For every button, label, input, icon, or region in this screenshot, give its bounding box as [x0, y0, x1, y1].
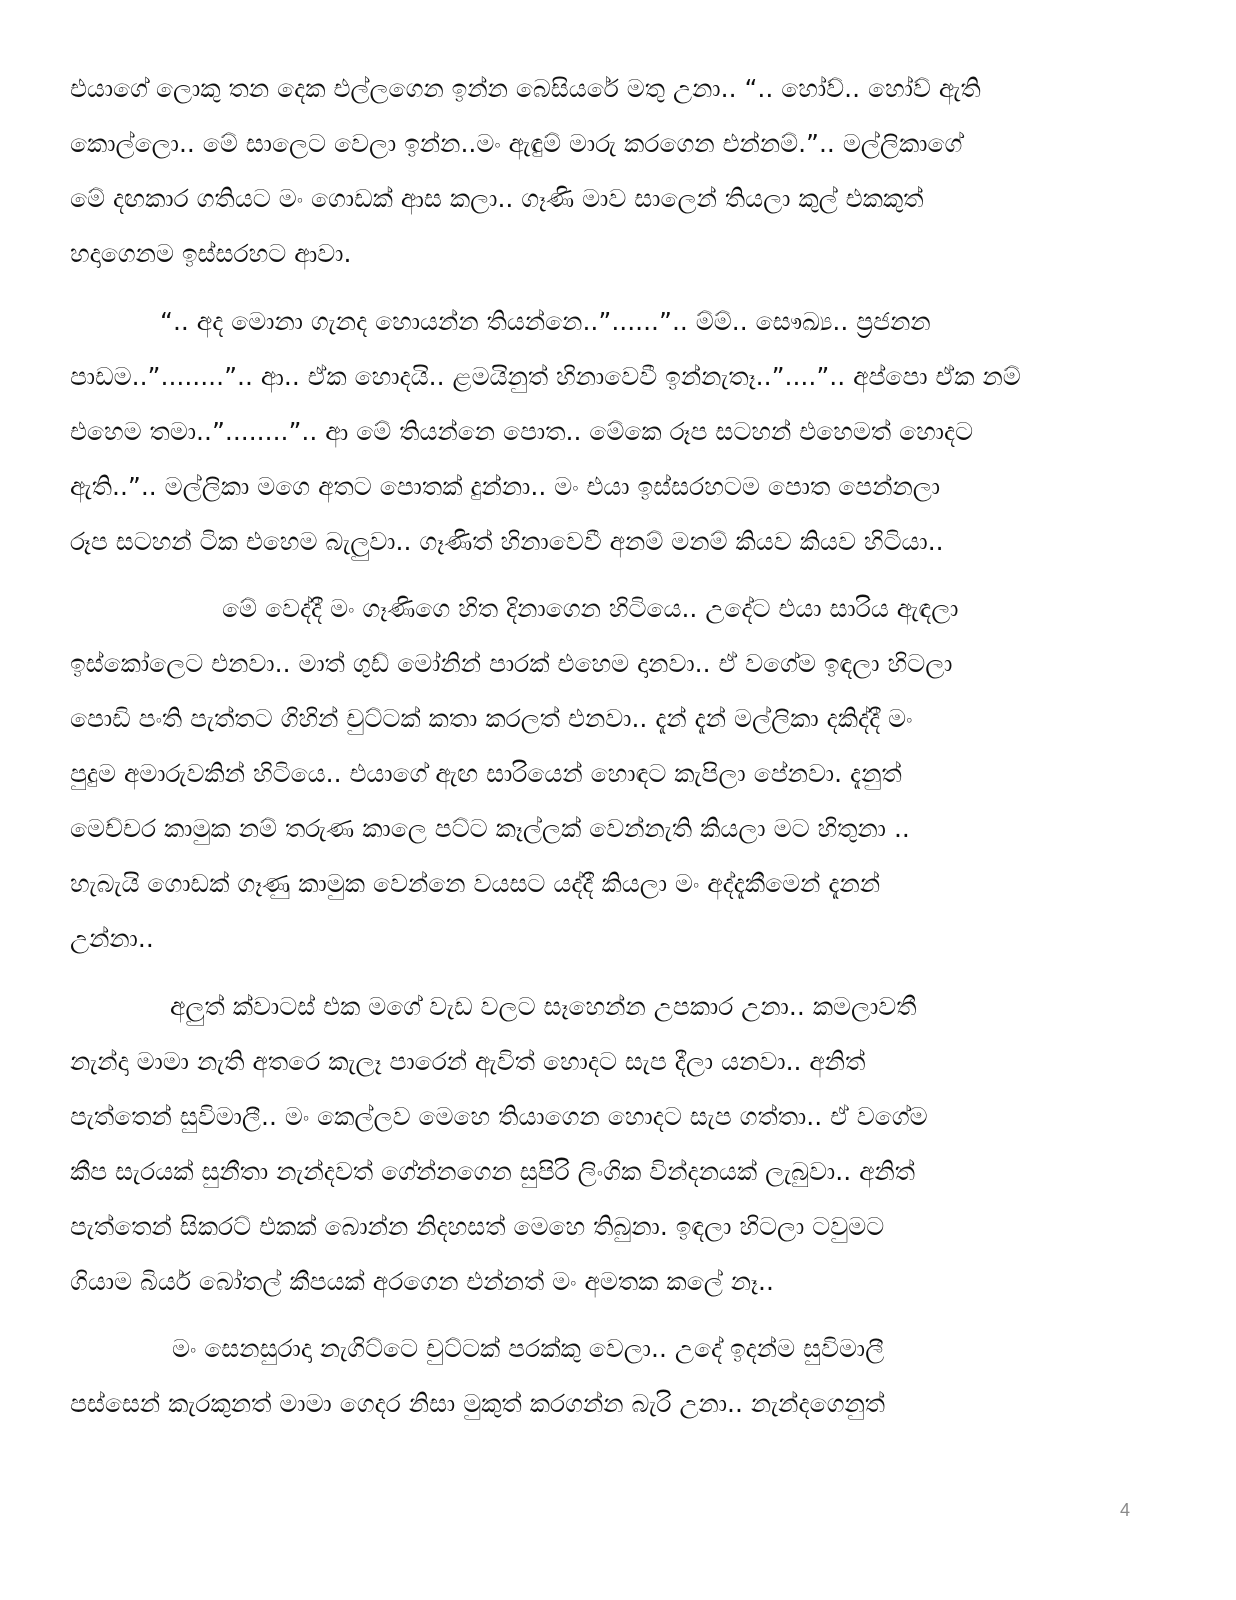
body-text-line: මේ දඟකාර ගතියට මං ගොඩක් ආස කලා.. ගෑණි මාව සාලෙන් තියලා කුල් එකකුත්	[70, 184, 924, 213]
body-text-line: පාඩම..”........”.. ආ.. ඒක හොදයි.. ළමයිනුත් හිනාවෙවී ඉන්නැතෑ..”....”.. අප්පො ඒක නම්	[70, 362, 1021, 391]
body-text-line: පුදුම අමාරුවකින් හිටියෙ.. එයාගේ ඇඟ සාරියෙන් හොඳට කැපිලා පේනවා. දැනුත්	[70, 759, 902, 788]
body-text-line: පස්සෙන් කැරකුනත් මාමා ගෙදර නිසා මුකුත් කරගන්න බැරි උනා.. නැන්දගෙනුත්	[70, 1389, 886, 1418]
body-text-line: පැත්තෙන් සිකරට් එකක් බොන්න නිදහසත් මෙහෙ තිබුනා. ඉඳලා හිටලා ටවුමට	[70, 1212, 885, 1241]
body-text-line: පැත්තෙන් සුවිමාලී.. මං කෙල්ලව මෙහෙ තියාගෙන හොදට සැප ගත්තා.. ඒ වගේම	[70, 1102, 928, 1131]
body-text-line: මෙච්චර කාමුක නම් තරුණ කාලෙ පට්ට කෑල්ලක් වෙන්නැති කියලා මට හිතුනා ..	[70, 814, 910, 843]
body-text-line: හදාගෙනම ඉස්සරහට ආවා.	[70, 239, 352, 268]
body-text-line: හැබැයි ගොඩක් ගෑණු කාමුක වෙන්නෙ වයසට යද්දී කියලා මං අද්දැකීමෙන් දැනන්	[70, 869, 881, 898]
body-text-line: මං සෙනසුරාදා නැගිට්ටෙ චුට්ටක් පරක්කු වෙලා.. උදේ ඉදන්ම සුවිමාලී	[172, 1334, 885, 1363]
body-text-line: රූප සටහන් ටික එහෙම බැලුවා.. ගෑණිත් හිනාවෙවී අනම් මනම් කියව කියව හිටියා..	[70, 527, 944, 556]
body-text-line: අලුත් ක්වාටස් එක මගේ වැඩ වලට සෑහෙන්න උපකාර උනා.. කමලාවතී	[170, 992, 917, 1021]
body-text-line: ගියාම බියර් බෝතල් කීපයක් අරගෙන එන්නත් මං අමතක කලේ නෑ..	[70, 1267, 774, 1296]
body-text-line: ඉස්කෝලෙට එනවා.. මාත් ගුඩ් මෝනින් පාරක් එහෙම දානවා.. ඒ වගේම ඉඳලා හිටලා	[70, 649, 953, 678]
body-text-line: මේ වෙද්දී මං ගෑණිගෙ හිත දිනාගෙන හිටියෙ.. උදේට එයා සාරිය ඇඳලා	[222, 594, 959, 623]
body-text-line: කොල්ලො.. මේ සාලෙට වෙලා ඉන්න..මං ඇඳුම් මාරු කරගෙන එන්නම්.”.. මල්ලිකාගේ	[70, 129, 963, 158]
body-text-line: උන්නා..	[70, 924, 154, 953]
body-text-line: ඇති..”.. මල්ලිකා මගෙ අතට පොතක් දුන්නා.. මං එයා ඉස්සරහටම පොත පෙන්නලා	[70, 472, 941, 501]
body-text-line: කීප සැරයක් සුනීතා නැන්දවත් ගේන්නගෙන සුපිරි ලිංගික වින්දනයක් ලැබුවා.. අනිත්	[70, 1157, 916, 1186]
page-number: 4	[1120, 1500, 1131, 1520]
body-text-line: පොඩි පංති පැත්තට ගිහින් චුට්ටක් කතා කරලත් එනවා.. දැන් දැන් මල්ලිකා දකිද්දී මං	[70, 704, 913, 733]
body-text-line: එහෙම තමා..”........”.. ආ මේ තියන්නෙ පොත.. මේකෙ රූප සටහන් එහෙමත් හොදට	[70, 417, 974, 446]
body-text-line: නැන්දා මාමා නැති අතරෙ කැලෑ පාරෙන් ඇවිත් හොදට සැප දීලා යනවා.. අනිත්	[70, 1047, 866, 1076]
body-text-line: “.. අද මොනා ගැනද හොයන්න තියන්නෙ..”......”.. ම්ම්.. සෞඛ්‍ය.. ප්‍රජනන	[160, 307, 931, 336]
body-text-line: එයාගේ ලොකු තන දෙක එල්ලගෙන ඉන්න බෙසියරේ මතු උනා.. “.. හෝව්.. හෝව් ඇති	[70, 74, 981, 103]
